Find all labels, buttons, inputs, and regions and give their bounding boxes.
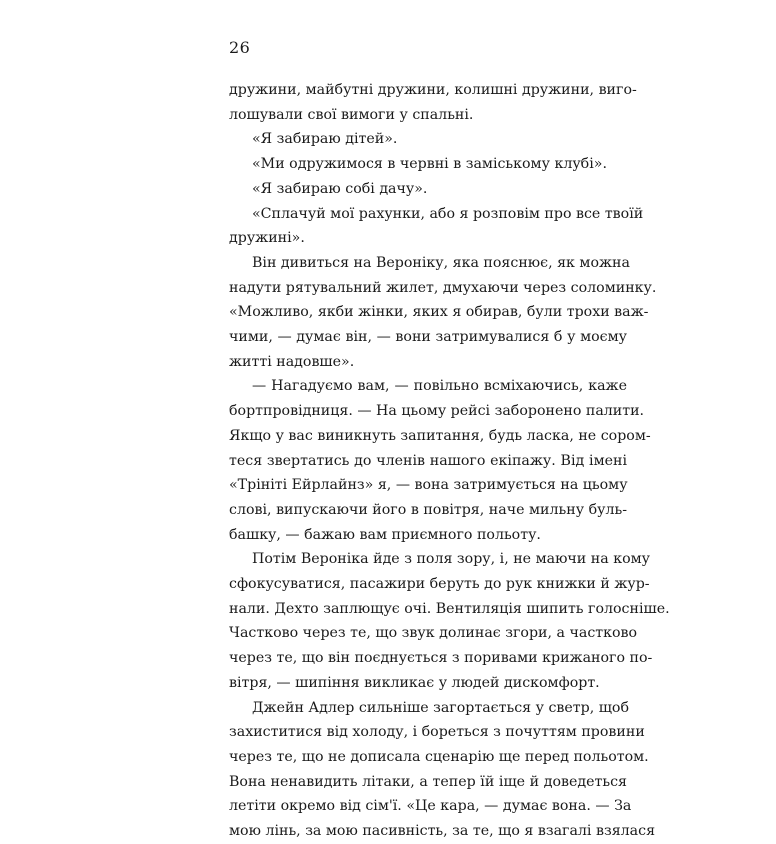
text-line: башку, — бажаю вам приємного польоту. (229, 526, 541, 543)
text-line: вітря, — шипіння викликає у людей дискомфорт. (229, 674, 600, 691)
text-line: надути рятувальний жилет, дмухаючи через соломинку. (229, 279, 657, 296)
text-line: «Я забираю собі дачу». (252, 180, 428, 197)
text-line: лошували свої вимоги у спальні. (229, 106, 474, 123)
text-line: Частково через те, що звук долинає згори, а частково (229, 625, 638, 642)
text-line: «Трініті Ейрлайнз» я, — вона затримується на цьому (229, 477, 628, 494)
text-line: бортпровідниця. — На цьому рейсі заборонено палити. (229, 403, 645, 420)
text-line: «Ми одружимося в червні в заміському клубі». (252, 156, 607, 173)
text-line: житті надовше». (229, 353, 355, 370)
text-line: — Нагадуємо вам, — повільно всміхаючись, каже (252, 378, 627, 395)
text-line: «Я забираю дітей». (252, 131, 398, 148)
text-line: «Сплачуй мої рахунки, або я розповім про все твоїй (252, 205, 644, 222)
text-line: дружини, майбутні дружини, колишні дружини, виго- (229, 82, 637, 98)
text-line: мою лінь, за мою пасивність, за те, що я взагалі взялася (229, 823, 656, 840)
text-line: дружині». (229, 230, 305, 247)
text-line: Якщо у вас виникнуть запитання, будь ласка, не сором- (229, 427, 651, 444)
body-text (229, 78, 670, 844)
text-line: Вона ненавидить літаки, а тепер їй іще й доведеться (229, 773, 627, 790)
text-line: захиститися від холоду, і бореться з почуттям провини (229, 724, 645, 741)
text-line: сфокусуватися, пасажири беруть до рук книжки й жур- (229, 576, 650, 593)
text-line: «Можливо, якби жінки, яких я обирав, були трохи важ- (229, 304, 649, 321)
text-line: через те, що він поєднується з поривами крижаного по- (229, 650, 653, 667)
page-number: 26 (229, 38, 251, 57)
text-line: летіти окремо від сім'ї. «Це кара, — думає вона. — За (229, 798, 632, 815)
text-line: Він дивиться на Вероніку, яка пояснює, як можна (252, 254, 630, 271)
text-line: Джейн Адлер сильніше загортається у светр, щоб (252, 699, 630, 716)
text-line: чими, — думає він, — вони затримувалися б у моєму (229, 329, 627, 346)
text-line: нали. Дехто заплющує очі. Вентиляція шипить голосніше. (229, 600, 670, 617)
text-line: теся звертатись до членів нашого екіпажу. Від імені (229, 452, 627, 469)
text-line: Потім Вероніка йде з поля зору, і, не маючи на кому (252, 551, 650, 568)
text-line: слові, випускаючи його в повітря, наче мильну буль- (229, 501, 627, 518)
text-line: через те, що не дописала сценарію ще перед польотом. (229, 748, 649, 765)
